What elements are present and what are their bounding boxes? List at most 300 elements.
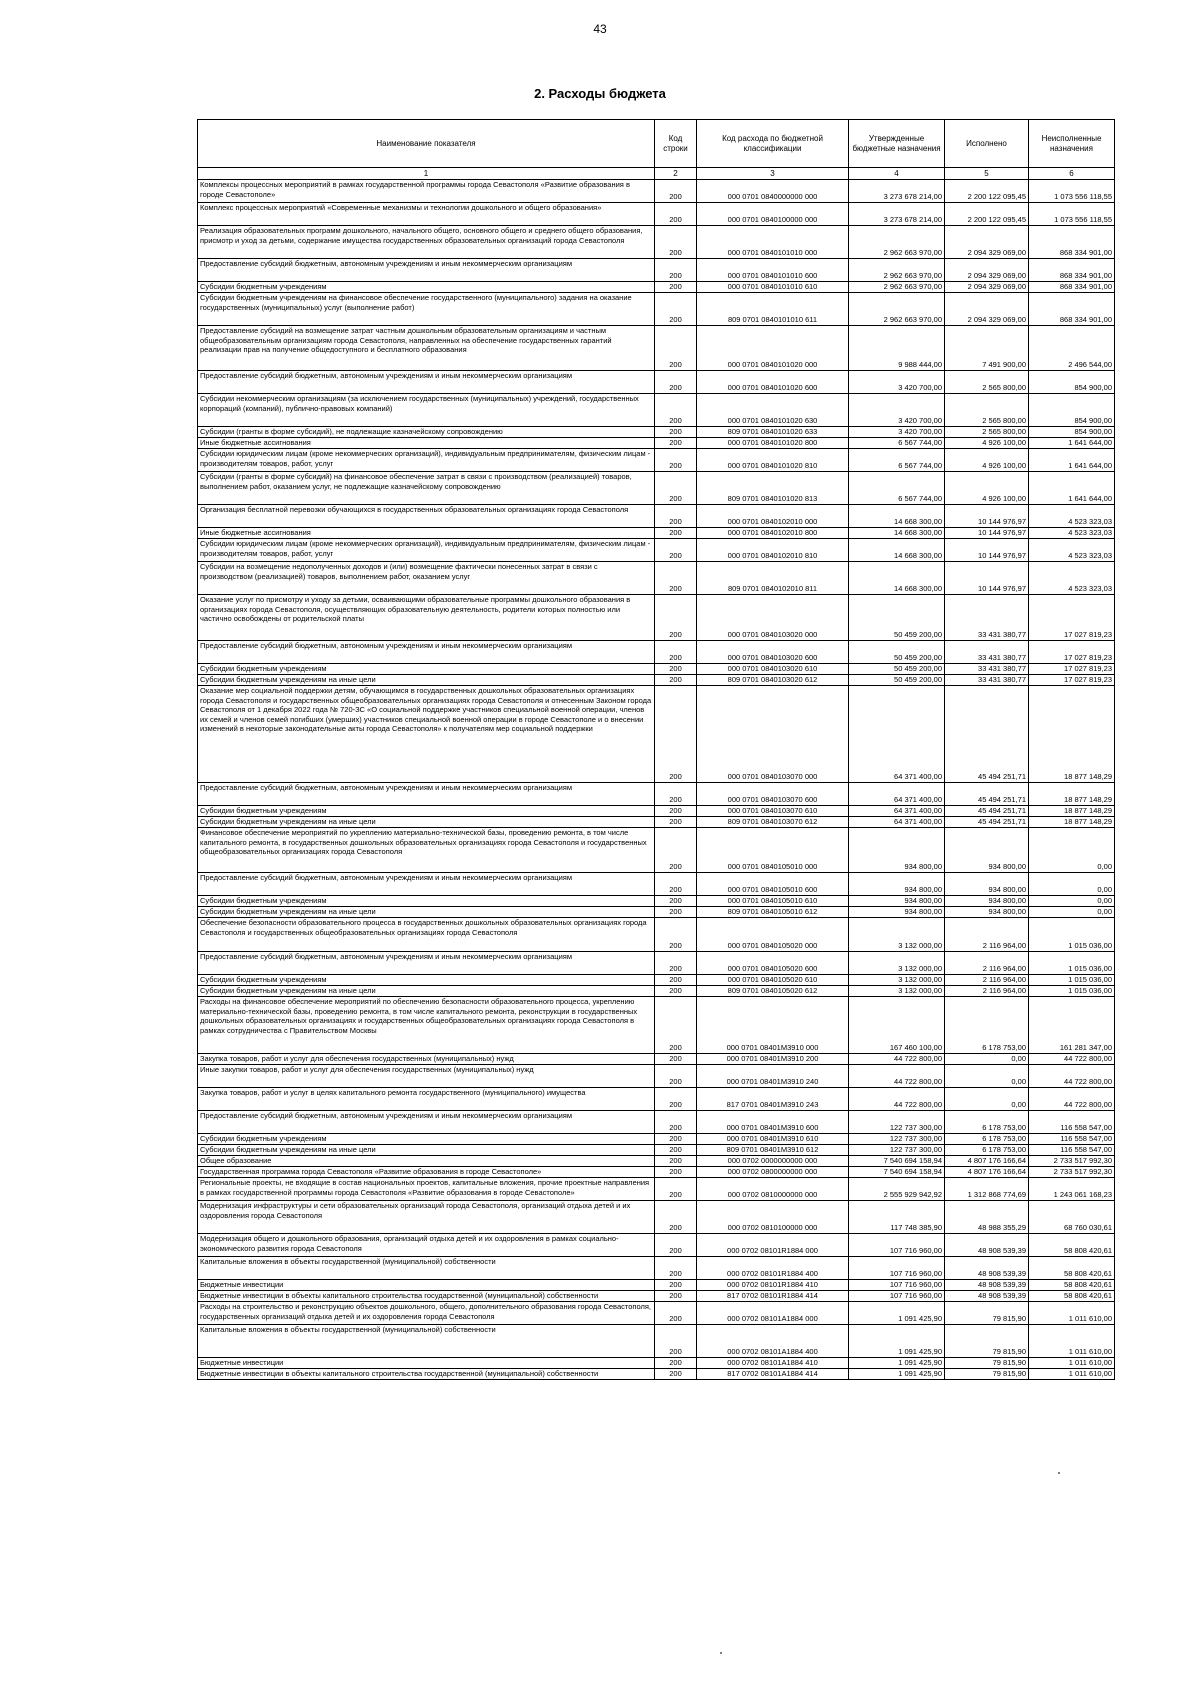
row-line-code: 200 xyxy=(655,1178,697,1201)
table-row xyxy=(198,528,1115,539)
row-name: Закупка товаров, работ и услуг в целях капитального ремонта государственного (муниципального) имущества xyxy=(198,1088,655,1111)
row-line-code: 200 xyxy=(655,371,697,394)
row-approved-amount: 9 988 444,00 xyxy=(849,326,945,371)
row-name: Модернизация общего и дошкольного образования, организаций отдыха детей и их оздоровления в рамках социально-экономического развития города Севастополя xyxy=(198,1234,655,1257)
row-name: Субсидии бюджетным учреждениям на иные цели xyxy=(198,675,655,686)
row-unexecuted-amount: 17 027 819,23 xyxy=(1029,664,1115,675)
row-approved-amount: 2 962 663 970,00 xyxy=(849,259,945,282)
row-line-code: 200 xyxy=(655,952,697,975)
row-approved-amount: 3 273 678 214,00 xyxy=(849,203,945,226)
row-line-code: 200 xyxy=(655,1325,697,1358)
table-row xyxy=(198,896,1115,907)
header-line-code: Код строки xyxy=(655,120,697,168)
table-row xyxy=(198,293,1115,326)
row-classification-code: 000 0702 08101A1884 000 xyxy=(697,1302,849,1325)
row-approved-amount: 934 800,00 xyxy=(849,828,945,873)
row-classification-code: 809 0701 0840103070 612 xyxy=(697,817,849,828)
table-row xyxy=(198,595,1115,641)
table-row xyxy=(198,1167,1115,1178)
expenditure-table xyxy=(197,119,1115,1380)
row-classification-code: 000 0701 0840105010 610 xyxy=(697,896,849,907)
table-row xyxy=(198,180,1115,203)
row-approved-amount: 107 716 960,00 xyxy=(849,1291,945,1302)
row-line-code: 200 xyxy=(655,1358,697,1369)
page-number: 43 xyxy=(593,22,607,36)
row-unexecuted-amount: 18 877 148,29 xyxy=(1029,686,1115,783)
row-executed-amount: 2 200 122 095,45 xyxy=(945,203,1029,226)
row-classification-code: 809 0701 08401M3910 612 xyxy=(697,1145,849,1156)
column-number: 2 xyxy=(655,168,697,180)
row-approved-amount: 50 459 200,00 xyxy=(849,641,945,664)
table-row xyxy=(198,828,1115,873)
scan-speck xyxy=(720,1652,722,1654)
row-executed-amount: 45 494 251,71 xyxy=(945,817,1029,828)
row-approved-amount: 3 420 700,00 xyxy=(849,394,945,427)
row-name: Предоставление субсидий бюджетным, автономным учреждениям и иным некоммерческим организациям xyxy=(198,259,655,282)
row-name: Государственная программа города Севастополя «Развитие образования в городе Севастополе» xyxy=(198,1167,655,1178)
row-approved-amount: 3 420 700,00 xyxy=(849,427,945,438)
row-executed-amount: 10 144 976,97 xyxy=(945,539,1029,562)
row-executed-amount: 2 565 800,00 xyxy=(945,371,1029,394)
row-unexecuted-amount: 1 011 610,00 xyxy=(1029,1325,1115,1358)
row-classification-code: 000 0701 0840101020 600 xyxy=(697,371,849,394)
row-executed-amount: 45 494 251,71 xyxy=(945,783,1029,806)
row-approved-amount: 2 962 663 970,00 xyxy=(849,282,945,293)
row-approved-amount: 14 668 300,00 xyxy=(849,539,945,562)
header-unexecuted: Неисполненные назначения xyxy=(1029,120,1115,168)
table-row xyxy=(198,282,1115,293)
row-classification-code: 000 0701 0840103070 000 xyxy=(697,686,849,783)
row-executed-amount: 45 494 251,71 xyxy=(945,686,1029,783)
row-line-code: 200 xyxy=(655,1369,697,1380)
row-line-code: 200 xyxy=(655,1088,697,1111)
row-line-code: 200 xyxy=(655,907,697,918)
row-executed-amount: 4 807 176 166,64 xyxy=(945,1167,1029,1178)
row-executed-amount: 48 908 539,39 xyxy=(945,1280,1029,1291)
column-number: 1 xyxy=(198,168,655,180)
table-row xyxy=(198,975,1115,986)
row-line-code: 200 xyxy=(655,686,697,783)
row-classification-code: 000 0701 0840105020 610 xyxy=(697,975,849,986)
row-unexecuted-amount: 868 334 901,00 xyxy=(1029,259,1115,282)
row-unexecuted-amount: 2 733 517 992,30 xyxy=(1029,1167,1115,1178)
row-executed-amount: 2 116 964,00 xyxy=(945,986,1029,997)
row-name: Обеспечение безопасности образовательного процесса в государственных дошкольных образовательных организациях города Севастополя и государственных общеобразовательных организациях города Севастополя xyxy=(198,918,655,952)
row-name: Реализация образовательных программ дошкольного, начального общего, основного общего и среднего общего образования, присмотр и уход за детьми, содержание имущества государственных образовательных организаций города Севастополя xyxy=(198,226,655,259)
row-approved-amount: 122 737 300,00 xyxy=(849,1145,945,1156)
row-classification-code: 817 0702 08101R1884 414 xyxy=(697,1291,849,1302)
row-line-code: 200 xyxy=(655,427,697,438)
row-line-code: 200 xyxy=(655,394,697,427)
row-approved-amount: 14 668 300,00 xyxy=(849,562,945,595)
row-classification-code: 000 0701 0840103020 000 xyxy=(697,595,849,641)
table-row xyxy=(198,1369,1115,1380)
row-approved-amount: 122 737 300,00 xyxy=(849,1134,945,1145)
row-executed-amount: 934 800,00 xyxy=(945,896,1029,907)
row-name: Комплексы процессных мероприятий в рамках государственной программы города Севастополя «Развитие образования в городе Севастополе» xyxy=(198,180,655,203)
row-line-code: 200 xyxy=(655,259,697,282)
row-unexecuted-amount: 868 334 901,00 xyxy=(1029,282,1115,293)
table-row xyxy=(198,1201,1115,1234)
row-executed-amount: 2 094 329 069,00 xyxy=(945,259,1029,282)
row-line-code: 200 xyxy=(655,828,697,873)
table-row xyxy=(198,1111,1115,1134)
row-executed-amount: 79 815,90 xyxy=(945,1302,1029,1325)
row-name: Бюджетные инвестиции xyxy=(198,1358,655,1369)
row-approved-amount: 50 459 200,00 xyxy=(849,595,945,641)
row-line-code: 200 xyxy=(655,1280,697,1291)
row-executed-amount: 4 926 100,00 xyxy=(945,449,1029,472)
row-classification-code: 000 0701 0840101020 000 xyxy=(697,326,849,371)
row-name: Бюджетные инвестиции в объекты капитального строительства государственной (муниципальной) собственности xyxy=(198,1291,655,1302)
row-approved-amount: 934 800,00 xyxy=(849,907,945,918)
row-line-code: 200 xyxy=(655,918,697,952)
table-row xyxy=(198,226,1115,259)
table-header-row xyxy=(198,120,1115,168)
row-executed-amount: 48 908 539,39 xyxy=(945,1234,1029,1257)
row-classification-code: 817 0701 08401M3910 243 xyxy=(697,1088,849,1111)
row-line-code: 200 xyxy=(655,449,697,472)
row-unexecuted-amount: 116 558 547,00 xyxy=(1029,1134,1115,1145)
row-unexecuted-amount: 1 073 556 118,55 xyxy=(1029,180,1115,203)
row-classification-code: 000 0701 08401M3910 200 xyxy=(697,1054,849,1065)
row-approved-amount: 50 459 200,00 xyxy=(849,675,945,686)
row-line-code: 200 xyxy=(655,997,697,1054)
table-row xyxy=(198,1065,1115,1088)
row-line-code: 200 xyxy=(655,595,697,641)
row-name: Иные бюджетные ассигнования xyxy=(198,528,655,539)
row-line-code: 200 xyxy=(655,1054,697,1065)
row-line-code: 200 xyxy=(655,1065,697,1088)
row-unexecuted-amount: 58 808 420,61 xyxy=(1029,1291,1115,1302)
row-executed-amount: 33 431 380,77 xyxy=(945,664,1029,675)
row-unexecuted-amount: 1 011 610,00 xyxy=(1029,1302,1115,1325)
row-approved-amount: 3 420 700,00 xyxy=(849,371,945,394)
row-executed-amount: 6 178 753,00 xyxy=(945,997,1029,1054)
row-classification-code: 000 0701 0840101020 630 xyxy=(697,394,849,427)
row-name: Капитальные вложения в объекты государственной (муниципальной) собственности xyxy=(198,1325,655,1358)
row-line-code: 200 xyxy=(655,326,697,371)
row-approved-amount: 44 722 800,00 xyxy=(849,1054,945,1065)
row-name: Иные бюджетные ассигнования xyxy=(198,438,655,449)
row-approved-amount: 2 962 663 970,00 xyxy=(849,226,945,259)
row-line-code: 200 xyxy=(655,1257,697,1280)
row-unexecuted-amount: 868 334 901,00 xyxy=(1029,226,1115,259)
row-line-code: 200 xyxy=(655,438,697,449)
table-row xyxy=(198,907,1115,918)
table-row xyxy=(198,1134,1115,1145)
row-classification-code: 000 0701 0840103070 600 xyxy=(697,783,849,806)
row-unexecuted-amount: 1 073 556 118,55 xyxy=(1029,203,1115,226)
header-classification-code: Код расхода по бюджетной классификации xyxy=(697,120,849,168)
row-line-code: 200 xyxy=(655,1234,697,1257)
row-line-code: 200 xyxy=(655,664,697,675)
row-approved-amount: 64 371 400,00 xyxy=(849,806,945,817)
row-line-code: 200 xyxy=(655,539,697,562)
row-unexecuted-amount: 17 027 819,23 xyxy=(1029,675,1115,686)
row-line-code: 200 xyxy=(655,226,697,259)
row-name: Бюджетные инвестиции xyxy=(198,1280,655,1291)
row-approved-amount: 1 091 425,90 xyxy=(849,1302,945,1325)
row-classification-code: 000 0701 0840105010 000 xyxy=(697,828,849,873)
row-name: Субсидии бюджетным учреждениям на иные цели xyxy=(198,907,655,918)
table-body xyxy=(198,180,1115,1380)
row-unexecuted-amount: 0,00 xyxy=(1029,873,1115,896)
table-row xyxy=(198,203,1115,226)
row-classification-code: 809 0701 0840103020 612 xyxy=(697,675,849,686)
row-unexecuted-amount: 1 015 036,00 xyxy=(1029,952,1115,975)
row-line-code: 200 xyxy=(655,528,697,539)
row-unexecuted-amount: 1 641 644,00 xyxy=(1029,449,1115,472)
row-classification-code: 000 0701 0840103020 600 xyxy=(697,641,849,664)
table-row xyxy=(198,918,1115,952)
table-row xyxy=(198,427,1115,438)
row-approved-amount: 107 716 960,00 xyxy=(849,1280,945,1291)
row-classification-code: 000 0701 0840101010 000 xyxy=(697,226,849,259)
row-approved-amount: 14 668 300,00 xyxy=(849,528,945,539)
row-name: Субсидии бюджетным учреждениям xyxy=(198,975,655,986)
row-name: Модернизация инфраструктуры и сети образовательных организаций города Севастополя, организаций отдыха детей и их оздоровления города Севастополя xyxy=(198,1201,655,1234)
row-unexecuted-amount: 1 243 061 168,23 xyxy=(1029,1178,1115,1201)
row-approved-amount: 50 459 200,00 xyxy=(849,664,945,675)
header-approved: Утвержденные бюджетные назначения xyxy=(849,120,945,168)
row-classification-code: 000 0701 0840100000 000 xyxy=(697,203,849,226)
row-unexecuted-amount: 854 900,00 xyxy=(1029,394,1115,427)
row-approved-amount: 3 132 000,00 xyxy=(849,986,945,997)
row-unexecuted-amount: 1 015 036,00 xyxy=(1029,918,1115,952)
table-row xyxy=(198,686,1115,783)
row-name: Предоставление субсидий бюджетным, автономным учреждениям и иным некоммерческим организациям xyxy=(198,1111,655,1134)
table-row xyxy=(198,664,1115,675)
row-unexecuted-amount: 17 027 819,23 xyxy=(1029,595,1115,641)
row-classification-code: 809 0701 0840101020 633 xyxy=(697,427,849,438)
row-executed-amount: 2 565 800,00 xyxy=(945,427,1029,438)
row-line-code: 200 xyxy=(655,986,697,997)
row-name: Предоставление субсидий бюджетным, автономным учреждениям и иным некоммерческим организациям xyxy=(198,783,655,806)
row-classification-code: 000 0701 0840105020 000 xyxy=(697,918,849,952)
table-row xyxy=(198,997,1115,1054)
row-name: Комплекс процессных мероприятий «Современные механизмы и технологии дошкольного и общего образования» xyxy=(198,203,655,226)
row-unexecuted-amount: 58 808 420,61 xyxy=(1029,1234,1115,1257)
row-unexecuted-amount: 116 558 547,00 xyxy=(1029,1145,1115,1156)
row-line-code: 200 xyxy=(655,806,697,817)
row-unexecuted-amount: 116 558 547,00 xyxy=(1029,1111,1115,1134)
row-approved-amount: 44 722 800,00 xyxy=(849,1065,945,1088)
row-approved-amount: 3 132 000,00 xyxy=(849,918,945,952)
row-executed-amount: 10 144 976,97 xyxy=(945,528,1029,539)
row-approved-amount: 167 460 100,00 xyxy=(849,997,945,1054)
row-name: Предоставление субсидий бюджетным, автономным учреждениям и иным некоммерческим организациям xyxy=(198,873,655,896)
row-line-code: 200 xyxy=(655,472,697,505)
row-classification-code: 000 0702 08101A1884 410 xyxy=(697,1358,849,1369)
row-executed-amount: 2 565 800,00 xyxy=(945,394,1029,427)
row-unexecuted-amount: 1 015 036,00 xyxy=(1029,975,1115,986)
row-approved-amount: 122 737 300,00 xyxy=(849,1111,945,1134)
row-approved-amount: 2 555 929 942,92 xyxy=(849,1178,945,1201)
row-line-code: 200 xyxy=(655,180,697,203)
row-executed-amount: 79 815,90 xyxy=(945,1369,1029,1380)
row-line-code: 200 xyxy=(655,203,697,226)
row-line-code: 200 xyxy=(655,282,697,293)
row-executed-amount: 10 144 976,97 xyxy=(945,562,1029,595)
row-executed-amount: 48 908 539,39 xyxy=(945,1291,1029,1302)
row-unexecuted-amount: 1 641 644,00 xyxy=(1029,438,1115,449)
row-executed-amount: 33 431 380,77 xyxy=(945,641,1029,664)
row-name: Расходы на строительство и реконструкцию объектов дошкольного, общего, дополнительного образования города Севастополя, государственных организаций отдыха детей и их оздоровления города Севастополя xyxy=(198,1302,655,1325)
table-row xyxy=(198,259,1115,282)
row-approved-amount: 3 132 000,00 xyxy=(849,975,945,986)
table-row xyxy=(198,1178,1115,1201)
row-executed-amount: 0,00 xyxy=(945,1065,1029,1088)
row-classification-code: 000 0702 08101A1884 400 xyxy=(697,1325,849,1358)
table-row xyxy=(198,539,1115,562)
row-classification-code: 000 0701 0840102010 000 xyxy=(697,505,849,528)
row-classification-code: 000 0701 0840101020 800 xyxy=(697,438,849,449)
row-classification-code: 000 0702 0800000000 000 xyxy=(697,1167,849,1178)
column-number: 5 xyxy=(945,168,1029,180)
table-row xyxy=(198,1302,1115,1325)
row-approved-amount: 44 722 800,00 xyxy=(849,1088,945,1111)
table-row xyxy=(198,1358,1115,1369)
table-row xyxy=(198,562,1115,595)
row-classification-code: 809 0701 0840102010 811 xyxy=(697,562,849,595)
row-name: Субсидии бюджетным учреждениям xyxy=(198,1134,655,1145)
table-row xyxy=(198,1088,1115,1111)
row-classification-code: 000 0702 08101R1884 000 xyxy=(697,1234,849,1257)
row-executed-amount: 2 094 329 069,00 xyxy=(945,282,1029,293)
row-classification-code: 000 0701 0840101010 610 xyxy=(697,282,849,293)
row-unexecuted-amount: 868 334 901,00 xyxy=(1029,293,1115,326)
row-unexecuted-amount: 17 027 819,23 xyxy=(1029,641,1115,664)
row-executed-amount: 7 491 900,00 xyxy=(945,326,1029,371)
row-name: Организация бесплатной перевозки обучающихся в государственных образовательных организациях города Севастополя xyxy=(198,505,655,528)
row-classification-code: 000 0701 0840000000 000 xyxy=(697,180,849,203)
row-classification-code: 000 0701 0840102010 810 xyxy=(697,539,849,562)
row-classification-code: 000 0702 0810100000 000 xyxy=(697,1201,849,1234)
row-name: Оказание мер социальной поддержки детям, обучающимся в государственных дошкольных образовательных организациях города Севастополя и государственных общеобразовательных организациях города Севастополя и отнесенным Законом города Севастополя от 1 декабря 2022 года № 720-ЗС «О социальной поддержке участников специальной военной операции, членов их семей и членов семей погибших (умерших) участников специальной военной операции в городе Севастополе и о внесении изменений в некоторые законодательные акты города Севастополя» к получателям мер социальной поддержки xyxy=(198,686,655,783)
row-approved-amount: 7 540 694 158,94 xyxy=(849,1156,945,1167)
table-row xyxy=(198,952,1115,975)
row-line-code: 200 xyxy=(655,1134,697,1145)
table-row xyxy=(198,371,1115,394)
table-row xyxy=(198,1257,1115,1280)
table-row xyxy=(198,1156,1115,1167)
table-row xyxy=(198,675,1115,686)
row-executed-amount: 33 431 380,77 xyxy=(945,595,1029,641)
row-classification-code: 000 0701 08401M3910 610 xyxy=(697,1134,849,1145)
row-executed-amount: 6 178 753,00 xyxy=(945,1111,1029,1134)
row-unexecuted-amount: 68 760 030,61 xyxy=(1029,1201,1115,1234)
row-classification-code: 000 0701 0840105010 600 xyxy=(697,873,849,896)
table-row xyxy=(198,1145,1115,1156)
table-row xyxy=(198,1291,1115,1302)
row-unexecuted-amount: 1 015 036,00 xyxy=(1029,986,1115,997)
row-approved-amount: 14 668 300,00 xyxy=(849,505,945,528)
row-line-code: 200 xyxy=(655,641,697,664)
row-name: Расходы на финансовое обеспечение мероприятий по обеспечению безопасности образовательного процесса, укреплению материально-технической базы, проведению ремонта, в том числе капитального ремонта, реконструкции в государственных дошкольных образовательных организациях и государственных общеобразовательных организациях города Севастополя в рамках сотрудничества с Правительством Москвы xyxy=(198,997,655,1054)
row-approved-amount: 934 800,00 xyxy=(849,873,945,896)
row-line-code: 200 xyxy=(655,873,697,896)
row-classification-code: 000 0701 0840102010 800 xyxy=(697,528,849,539)
row-name: Бюджетные инвестиции в объекты капитального строительства государственной (муниципальной) собственности xyxy=(198,1369,655,1380)
row-approved-amount: 117 748 385,90 xyxy=(849,1201,945,1234)
row-line-code: 200 xyxy=(655,1145,697,1156)
row-name: Закупка товаров, работ и услуг для обеспечения государственных (муниципальных) нужд xyxy=(198,1054,655,1065)
row-executed-amount: 2 094 329 069,00 xyxy=(945,293,1029,326)
row-approved-amount: 7 540 694 158,94 xyxy=(849,1167,945,1178)
row-classification-code: 809 0701 0840101020 813 xyxy=(697,472,849,505)
row-approved-amount: 1 091 425,90 xyxy=(849,1325,945,1358)
row-classification-code: 000 0701 0840101020 810 xyxy=(697,449,849,472)
row-executed-amount: 2 094 329 069,00 xyxy=(945,226,1029,259)
row-executed-amount: 934 800,00 xyxy=(945,873,1029,896)
table-row xyxy=(198,1054,1115,1065)
row-unexecuted-amount: 2 496 544,00 xyxy=(1029,326,1115,371)
row-approved-amount: 3 273 678 214,00 xyxy=(849,180,945,203)
row-name: Оказание услуг по присмотру и уходу за детьми, осваивающими образовательные программы дошкольного образования в организациях города Севастополя, осуществляющих образовательную деятельность, родители которых полностью или частично освобождены от родительской платы xyxy=(198,595,655,641)
row-name: Субсидии бюджетным учреждениям на иные цели xyxy=(198,986,655,997)
column-number: 4 xyxy=(849,168,945,180)
row-classification-code: 809 0701 0840101010 611 xyxy=(697,293,849,326)
row-executed-amount: 2 200 122 095,45 xyxy=(945,180,1029,203)
row-name: Региональные проекты, не входящие в состав национальных проектов, капитальные вложения, прочие проектные направления в рамках государственной программы города Севастополя «Развитие образования в городе Севастополе» xyxy=(198,1178,655,1201)
header-executed: Исполнено xyxy=(945,120,1029,168)
row-approved-amount: 1 091 425,90 xyxy=(849,1358,945,1369)
row-executed-amount: 48 988 355,29 xyxy=(945,1201,1029,1234)
row-name: Предоставление субсидий бюджетным, автономным учреждениям и иным некоммерческим организациям xyxy=(198,641,655,664)
row-line-code: 200 xyxy=(655,783,697,806)
row-name: Капитальные вложения в объекты государственной (муниципальной) собственности xyxy=(198,1257,655,1280)
row-line-code: 200 xyxy=(655,1156,697,1167)
row-executed-amount: 2 116 964,00 xyxy=(945,918,1029,952)
row-unexecuted-amount: 58 808 420,61 xyxy=(1029,1257,1115,1280)
row-classification-code: 000 0702 08101R1884 410 xyxy=(697,1280,849,1291)
row-unexecuted-amount: 2 733 517 992,30 xyxy=(1029,1156,1115,1167)
row-approved-amount: 64 371 400,00 xyxy=(849,686,945,783)
row-approved-amount: 2 962 663 970,00 xyxy=(849,293,945,326)
row-classification-code: 000 0702 0000000000 000 xyxy=(697,1156,849,1167)
row-name: Субсидии юридическим лицам (кроме некоммерческих организаций), индивидуальным предпринимателям, физическим лицам - производителям товаров, работ, услуг xyxy=(198,539,655,562)
row-approved-amount: 934 800,00 xyxy=(849,896,945,907)
table-row xyxy=(198,641,1115,664)
row-executed-amount: 4 807 176 166,64 xyxy=(945,1156,1029,1167)
row-executed-amount: 2 116 964,00 xyxy=(945,952,1029,975)
row-unexecuted-amount: 854 900,00 xyxy=(1029,427,1115,438)
row-classification-code: 000 0702 0810000000 000 xyxy=(697,1178,849,1201)
column-number: 6 xyxy=(1029,168,1115,180)
row-classification-code: 000 0701 0840101010 600 xyxy=(697,259,849,282)
row-unexecuted-amount: 1 011 610,00 xyxy=(1029,1358,1115,1369)
table-row xyxy=(198,783,1115,806)
row-executed-amount: 10 144 976,97 xyxy=(945,505,1029,528)
row-classification-code: 000 0701 08401M3910 600 xyxy=(697,1111,849,1134)
row-unexecuted-amount: 4 523 323,03 xyxy=(1029,528,1115,539)
row-name: Предоставление субсидий бюджетным, автономным учреждениям и иным некоммерческим организациям xyxy=(198,371,655,394)
row-approved-amount: 64 371 400,00 xyxy=(849,817,945,828)
row-approved-amount: 64 371 400,00 xyxy=(849,783,945,806)
row-line-code: 200 xyxy=(655,817,697,828)
table-row xyxy=(198,505,1115,528)
row-executed-amount: 4 926 100,00 xyxy=(945,438,1029,449)
row-approved-amount: 3 132 000,00 xyxy=(849,952,945,975)
row-classification-code: 000 0701 08401M3910 000 xyxy=(697,997,849,1054)
row-unexecuted-amount: 18 877 148,29 xyxy=(1029,783,1115,806)
row-executed-amount: 79 815,90 xyxy=(945,1325,1029,1358)
row-executed-amount: 0,00 xyxy=(945,1054,1029,1065)
scan-speck xyxy=(1058,1472,1060,1474)
row-line-code: 200 xyxy=(655,505,697,528)
row-line-code: 200 xyxy=(655,1302,697,1325)
